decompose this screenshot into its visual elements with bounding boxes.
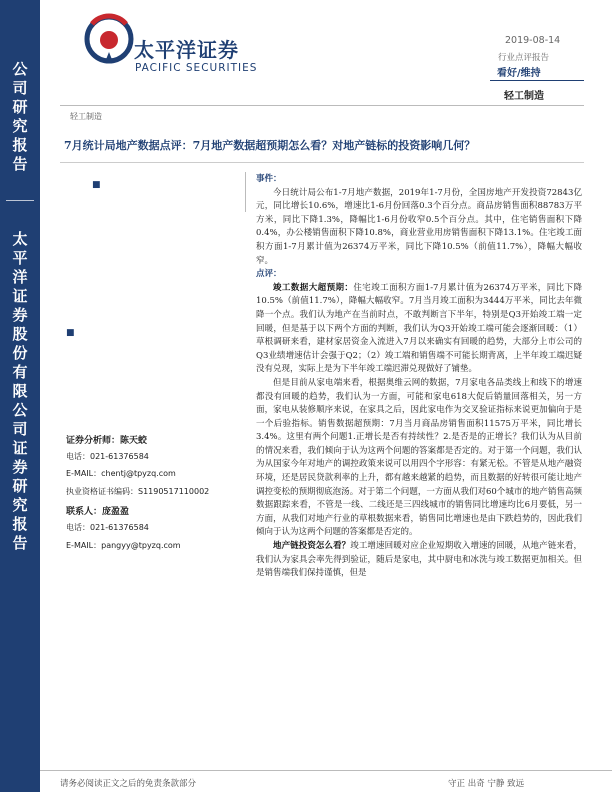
- analyst-email[interactable]: E-MAIL：chentj@tpyzq.com: [66, 469, 176, 478]
- sidebar-char: 券: [12, 458, 28, 476]
- sidebar-char: 份: [12, 344, 28, 362]
- footer-disclaimer: 请务必阅读正文之后的免责条款部分: [60, 779, 197, 789]
- industry-tag: 轻工制造: [70, 112, 102, 121]
- sidebar-char: 司: [12, 420, 28, 438]
- event-paragraph: 今日统计局公布1-7月地产数据，2019年1-7月份，全国房地产开发投资72843亿元，同比增长10.6%，增速比1-6月份回落0.3个百分点。商品房销售面积88783万平方米，同比下降1.3%，降幅比1-6月份收窄0.5个百分点。其中，住宅销售面积下降0.4%，办公楼销售面积下降10.8%，商业营业用房销售面积下降13.1%。住宅竣工面积方面1-7月累计值为26374万平米，同比下降10.5%（前值11.7%），降幅大幅收窄。: [256, 187, 582, 266]
- sidebar-char: 研: [12, 98, 28, 116]
- footer-rule: [40, 770, 612, 771]
- rating-badge: 看好/维持: [497, 68, 541, 79]
- comment-heading: 点评：: [256, 269, 282, 280]
- contact-phone: 电话：021-61376584: [66, 523, 149, 532]
- paragraph-heading: 地产链投资怎么看？: [273, 541, 351, 552]
- sidebar-char: 报: [12, 515, 28, 533]
- bullet-marker: ■: [66, 328, 75, 338]
- analyst-phone: 电话：021-61376584: [66, 452, 149, 461]
- sidebar-char: 平: [12, 249, 28, 267]
- sidebar-char: 太: [12, 230, 28, 248]
- paragraph-heading: 竣工数据大超预期：: [273, 282, 354, 293]
- paragraph-text: 竣工增速回暖对应企业短期收入增速的回暖，从地产链来看，我们认为家具会率先得到验证，随后是家电，其中厨电和冰洗与竣工数据更加相关。但是销售端我们保持谨慎，但是: [256, 541, 582, 579]
- report-date: 2019-08-14: [505, 35, 561, 46]
- sidebar-char: 限: [12, 382, 28, 400]
- sidebar-char: 公: [12, 401, 28, 419]
- sidebar-char: 研: [12, 477, 28, 495]
- sidebar-char: 究: [12, 117, 28, 135]
- sidebar-top-label: [0, 60, 40, 174]
- sidebar-char: 券: [12, 306, 28, 324]
- logo-cn-text: 太平洋证券: [134, 38, 239, 62]
- header-divider: [490, 80, 584, 81]
- sidebar-char: 报: [12, 136, 28, 154]
- industry-label: 轻工制造: [504, 91, 544, 102]
- column-divider: [245, 172, 246, 212]
- sidebar-char: 证: [12, 287, 28, 305]
- analyst-cert: 执业资格证书编码：S1190517110002: [66, 487, 210, 496]
- logo-en-text: PACIFIC SECURITIES: [135, 62, 258, 74]
- event-heading: 事件：: [256, 174, 282, 184]
- top-rule: [60, 105, 584, 106]
- sidebar: [0, 0, 40, 792]
- comment-paragraph-1: [256, 282, 582, 377]
- footer-motto: 守正 出奇 宁静 致远: [448, 779, 525, 789]
- sidebar-char: 股: [12, 325, 28, 343]
- sidebar-char: 司: [12, 79, 28, 97]
- analyst-name: 证券分析师：陈天蛟: [66, 436, 148, 446]
- page-title: 7月统计局地产数据点评：7月地产数据超预期怎么看？对地产链标的投资影响几何？: [64, 139, 476, 152]
- sidebar-char: 公: [12, 60, 28, 78]
- logo-icon: [82, 10, 136, 64]
- paragraph-text: 住宅竣工面积方面1-7月累计值为26374万平米，同比下降10.5%（前值11.7%），降幅大幅收窄。7月当月竣工面积为3444万平米，同比去年微降一个点。我们认为地产在当前时点，不敢判断言下半年，特别是Q3开始竣工端一定回暖，但是基于以下两个方面的判断，我们认为Q3开始竣工端可能会逐渐回暖：（1）草根调研来看，建材家居资金入流进入7月以来确实有回暖的趋势，大部分上市公司的Q3业绩增速估计会强于Q2；（2）竣工端和销售端不可能长期背离，上半年竣工端迟疑没有兑现，实际上是为下半年竣工端迟滞兑现做好了铺垫。: [256, 282, 582, 375]
- sidebar-char: 究: [12, 496, 28, 514]
- bullet-marker: ■: [92, 180, 101, 190]
- main-content: [256, 173, 582, 581]
- sidebar-bottom-label: [0, 230, 40, 553]
- sidebar-char: 洋: [12, 268, 28, 286]
- sidebar-char: 告: [12, 534, 28, 552]
- title-divider: [60, 162, 584, 163]
- comment-paragraph-3: [256, 540, 582, 581]
- sidebar-char: 证: [12, 439, 28, 457]
- sidebar-divider: [6, 200, 34, 201]
- contact-email[interactable]: E-MAIL：pangyy@tpyzq.com: [66, 541, 181, 550]
- comment-paragraph-2: 但是目前从家电端来看，根据奥维云网的数据，7月家电各品类线上和线下的增速都没有回暖的趋势，我们认为一方面，可能和家电618大促后销量回落相关，另一方面，家电从装修顺序来说，在家具之后，因此家电作为交叉验证指标来说更加偏向于是一个后验指标。销售数据超预期：7月当月商品房销售面积11575万平米，同比增长3.4%。这里有两个问题1.正增长是否有持续性？2.是否是的正增长？我们认为从目前的情况来看，我们倾向于认为这两个问题的答案都是否定的。对于第一个问题，我们认为从国家今年对地产的调控政策来说可以用四个字形容：有紧无松。不管是从地产融资环境，还是居民贷款利率的上升，都有越来越紧的趋势，而且数据的好转很可能让地产调控变松的预期彻底泡汤。对于第二个问题，一方面从我们对60个城市的地产销售高频数据跟踪来看，不管是一线、二线还是三四线城市的销售同比增速均比6月要低，另一方面，从我们对地产行业的草根数据来看，销售同比增速也是由下跌趋势的，因此我们倾向于认为这两个问题的答案都是否定的。: [256, 377, 582, 538]
- sidebar-char: 有: [12, 363, 28, 381]
- contact-name: 联系人：庞盈盈: [66, 507, 130, 517]
- sidebar-char: 告: [12, 155, 28, 173]
- report-type: 行业点评报告: [498, 53, 550, 63]
